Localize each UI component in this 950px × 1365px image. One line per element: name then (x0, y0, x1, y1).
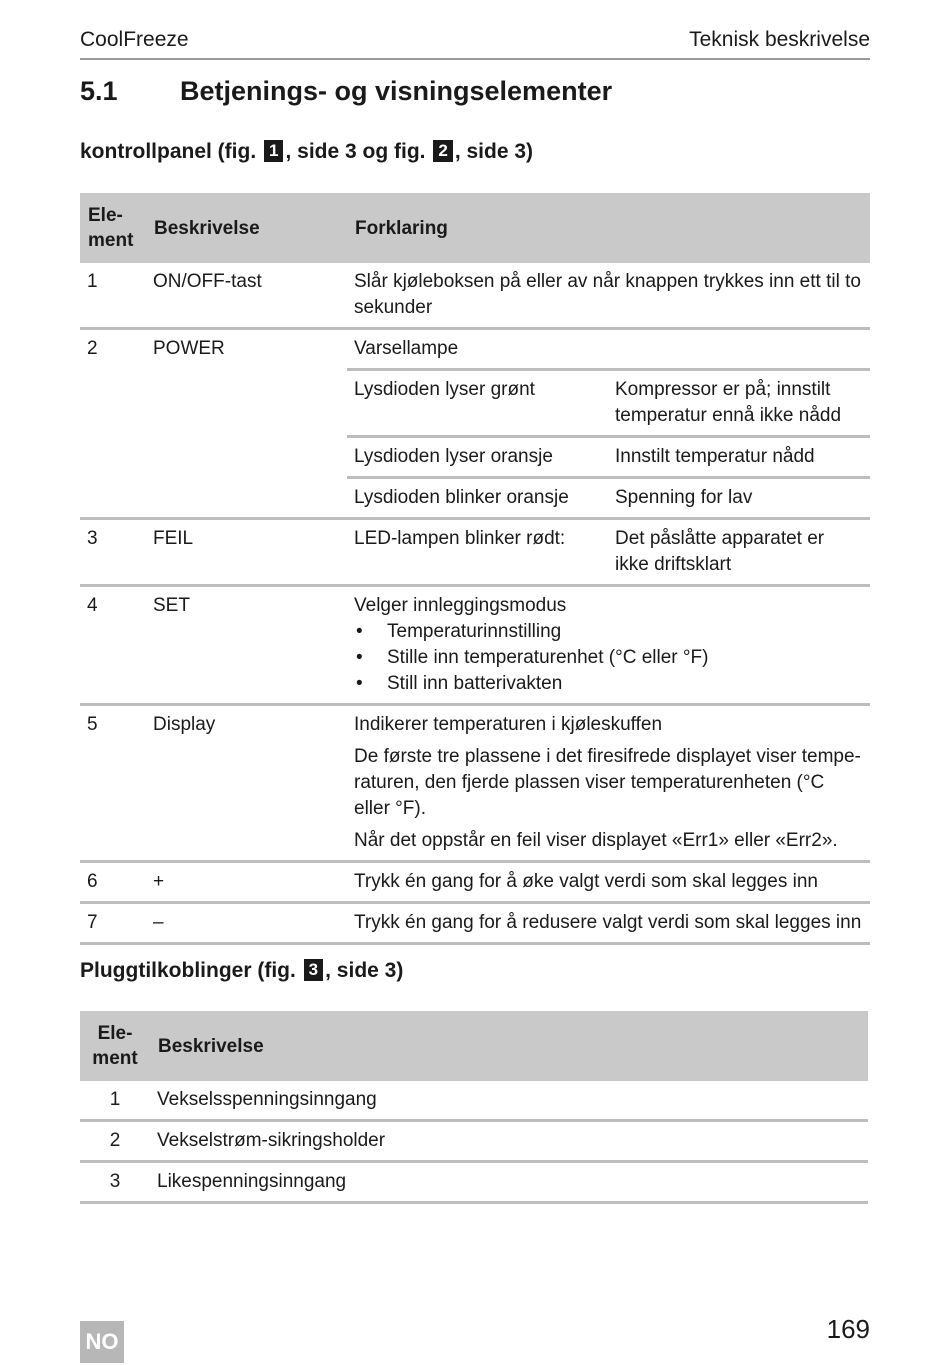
section-title (80, 76, 612, 107)
display-paragraph: Når det oppstår en feil viser displayet «Err1» eller «Err2». (354, 830, 838, 851)
mode-list (354, 619, 863, 697)
row-description: FEIL (146, 519, 347, 586)
list-item: • Stille inn temperaturenhet (°C eller °F) (354, 645, 863, 671)
subheading-text: , side 3 og fig. (285, 140, 426, 163)
language-badge: NO (80, 1321, 124, 1363)
figure-badge-1: 1 (264, 140, 283, 162)
header-description: Beskrivelse (146, 193, 347, 263)
table-row (80, 903, 870, 944)
row-description: ON/OFF-tast (146, 263, 347, 329)
row-number: 1 (80, 263, 146, 329)
row-explanation (347, 705, 870, 862)
figure-badge-3: 3 (304, 959, 323, 981)
row-number: 1 (80, 1081, 150, 1121)
mode-text: Velger innleggingsmodus (354, 595, 567, 616)
header-element: Ele- ment (80, 1011, 150, 1081)
figure-badge-2: 2 (433, 140, 452, 162)
led-state: LED-lampen blinker rødt: (347, 519, 608, 586)
row-explanation (347, 586, 870, 705)
row-description: SET (146, 586, 347, 705)
row-explanation: Trykk én gang for å redusere valgt verdi som skal legges inn (347, 903, 870, 944)
header-description: Beskrivelse (150, 1011, 868, 1081)
brand-name: CoolFreeze (80, 28, 189, 51)
table-row (80, 586, 870, 705)
led-meaning: Spenning for lav (608, 478, 870, 519)
list-item: • Temperaturinnstilling (354, 619, 863, 645)
table-row (80, 705, 870, 862)
header-explanation: Forklaring (347, 193, 870, 263)
led-state: Lysdioden lyser oransje (347, 437, 608, 478)
table-row (80, 1081, 868, 1121)
page-header (80, 28, 870, 60)
row-description: Likespenningsinngang (150, 1162, 868, 1203)
row-number: 2 (80, 329, 146, 519)
row-number: 4 (80, 586, 146, 705)
row-explanation: Slår kjøleboksen på eller av når knappen trykkes inn ett til to sekunder (347, 263, 870, 329)
header-element: Ele- ment (80, 193, 146, 263)
subheading-text: , side 3) (325, 959, 404, 982)
row-explanation: Trykk én gang for å øke valgt verdi som skal legges inn (347, 862, 870, 903)
section-heading: Betjenings- og visningselementer (180, 76, 613, 106)
led-state: Lysdioden lyser grønt (347, 370, 608, 437)
subheading-control-panel (80, 140, 533, 164)
page-number: 169 (826, 1314, 870, 1344)
row-explanation: Varsellampe (347, 329, 870, 370)
led-meaning: Innstilt temperatur nådd (608, 437, 870, 478)
row-number: 3 (80, 1162, 150, 1203)
row-description: + (146, 862, 347, 903)
table-row (80, 1162, 868, 1203)
row-number: 2 (80, 1121, 150, 1162)
table-row (80, 862, 870, 903)
led-meaning: Kompressor er på; innstilt temperatur ennå ikke nådd (608, 370, 870, 437)
row-description: POWER (146, 329, 347, 519)
subheading-text: Pluggtilkoblinger (fig. (80, 959, 296, 982)
subheading-plug-connections (80, 959, 403, 983)
row-number: 3 (80, 519, 146, 586)
list-item: • Still inn batterivakten (354, 671, 863, 697)
row-description: Vekselsspenningsinngang (150, 1081, 868, 1121)
plug-connections-table (80, 1011, 868, 1204)
display-paragraph: De første tre plassene i det firesifrede displayet viser tempe-raturen, den fjerde plassen viser temperaturenheten (°C eller °F). (354, 746, 861, 819)
table-header-row (80, 193, 870, 263)
row-number: 5 (80, 705, 146, 862)
subheading-text: kontrollpanel (fig. (80, 140, 257, 163)
control-panel-table (80, 193, 870, 945)
subheading-text: , side 3) (454, 140, 534, 163)
table-header-row (80, 1011, 868, 1081)
led-state: Lysdioden blinker oransje (347, 478, 608, 519)
section-number: 5.1 (80, 76, 118, 106)
row-description: Display (146, 705, 347, 862)
row-description: – (146, 903, 347, 944)
led-meaning: Det påslåtte apparatet er ikke driftsklart (608, 519, 870, 586)
row-number: 6 (80, 862, 146, 903)
chapter-title: Teknisk beskrivelse (689, 28, 870, 51)
table-row (80, 263, 870, 329)
table-row (80, 1121, 868, 1162)
row-description: Vekselstrøm-sikringsholder (150, 1121, 868, 1162)
table-row (80, 329, 870, 370)
row-number: 7 (80, 903, 146, 944)
display-paragraph: Indikerer temperaturen i kjøleskuffen (354, 714, 663, 735)
table-row (80, 519, 870, 586)
